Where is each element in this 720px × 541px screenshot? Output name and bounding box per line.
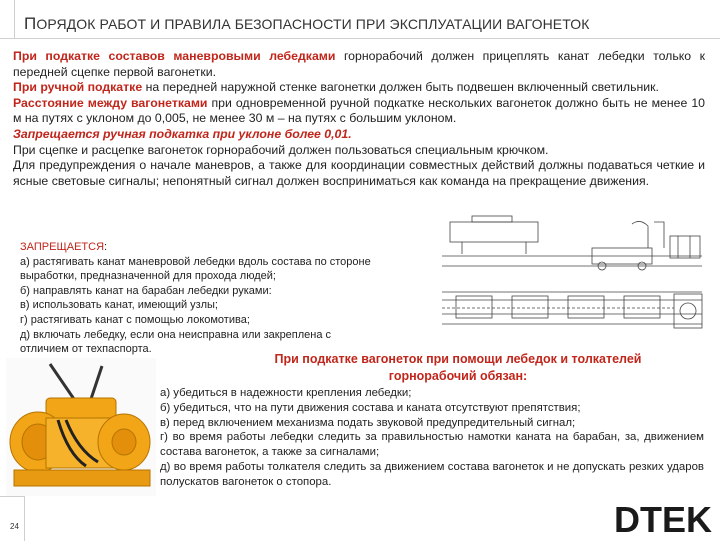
duty-item: д) во время работы толкателя следить за движением состава вагонеток и не допускать резких ударов полускатов вагонеток о стопора. <box>160 460 704 488</box>
forbidden-head: ЗАПРЕЩАЕТСЯ: <box>20 241 108 253</box>
forbidden-item: в) использовать канат, имеющий узлы; <box>20 299 218 312</box>
forbidden-item: а) растягивать канат маневровой лебедки вдоль состава по стороне <box>20 255 371 268</box>
logo-text: DTEK <box>614 499 712 538</box>
duty-heading <box>228 351 688 385</box>
paragraph-slope-ban: Запрещается ручная подкатка при уклоне более 0,01. <box>13 126 352 141</box>
forbidden-item: отличием от техпаспорта. <box>20 343 152 356</box>
forbidden-item: б) направлять канат на барабан лебедки руками: <box>20 284 272 297</box>
title-corner-line <box>0 0 15 38</box>
title-divider <box>0 38 720 39</box>
duty-item: в) перед включением механизма подать звуковой предупредительный сигнал; <box>160 416 576 429</box>
duty-item: г) во время работы лебедки следить за правильностью намотки каната на барабан, за, движением состава вагонеток, а также за сигналами; <box>160 431 704 459</box>
paragraph-manual-lamp: При ручной подкатке на передней наружной стенке вагонетки должен быть подвешен включенный светильник. <box>13 80 659 95</box>
paragraph-signals: Для предупреждения о начале маневров, а также для координации совместных действий должны подаваться четкие и ясные световые сигналы; непонятный сигнал должен восприниматься как команда на прекращение движения. <box>13 158 705 188</box>
paragraph-winch-coupling: При подкатке составов маневровыми лебедками горнорабочий должен прицеплять канат лебедки только к передней сцепке первой вагонетки. <box>13 49 705 79</box>
page-number: 24 <box>10 522 19 531</box>
duty-heading-line: горнорабочий обязан: <box>388 369 528 383</box>
duty-list <box>160 386 704 490</box>
winch-image <box>6 358 156 496</box>
forbidden-item: г) растягивать канат с помощью локомотива; <box>20 313 250 326</box>
paragraph-hook: При сцепке и расцепке вагонеток горнорабочий должен пользоваться специальным крючком. <box>13 142 549 157</box>
page-corner-line <box>0 496 25 541</box>
duty-item: а) убедиться в надежности крепления лебедки; <box>160 387 412 399</box>
paragraph-distance: Расстояние между вагонетками при одновременной ручной подкатке нескольких вагонеток должно быть не менее 10 м на путях с уклоном до 0,005, не менее 30 м – на путях с большим уклоном. <box>13 95 705 126</box>
forbidden-item: д) включать лебедку, если она неисправна или закреплена с <box>20 328 332 341</box>
page-title: ПОРЯДОК РАБОТ И ПРАВИЛА БЕЗОПАСНОСТИ ПРИ ЭКСПЛУАТАЦИИ ВАГОНЕТОК <box>24 14 590 33</box>
main-text <box>13 49 705 189</box>
dtek-logo <box>612 498 712 538</box>
duty-item: б) убедиться, что на пути движения состава и каната отсутствуют препятствия; <box>160 401 581 414</box>
forbidden-item: выработки, предназначенной для прохода людей; <box>20 270 276 283</box>
forbidden-list <box>20 240 440 357</box>
mine-cart-diagram <box>442 214 708 342</box>
duty-heading-line: При подкатке вагонеток при помощи лебедок и толкателей <box>274 352 642 366</box>
